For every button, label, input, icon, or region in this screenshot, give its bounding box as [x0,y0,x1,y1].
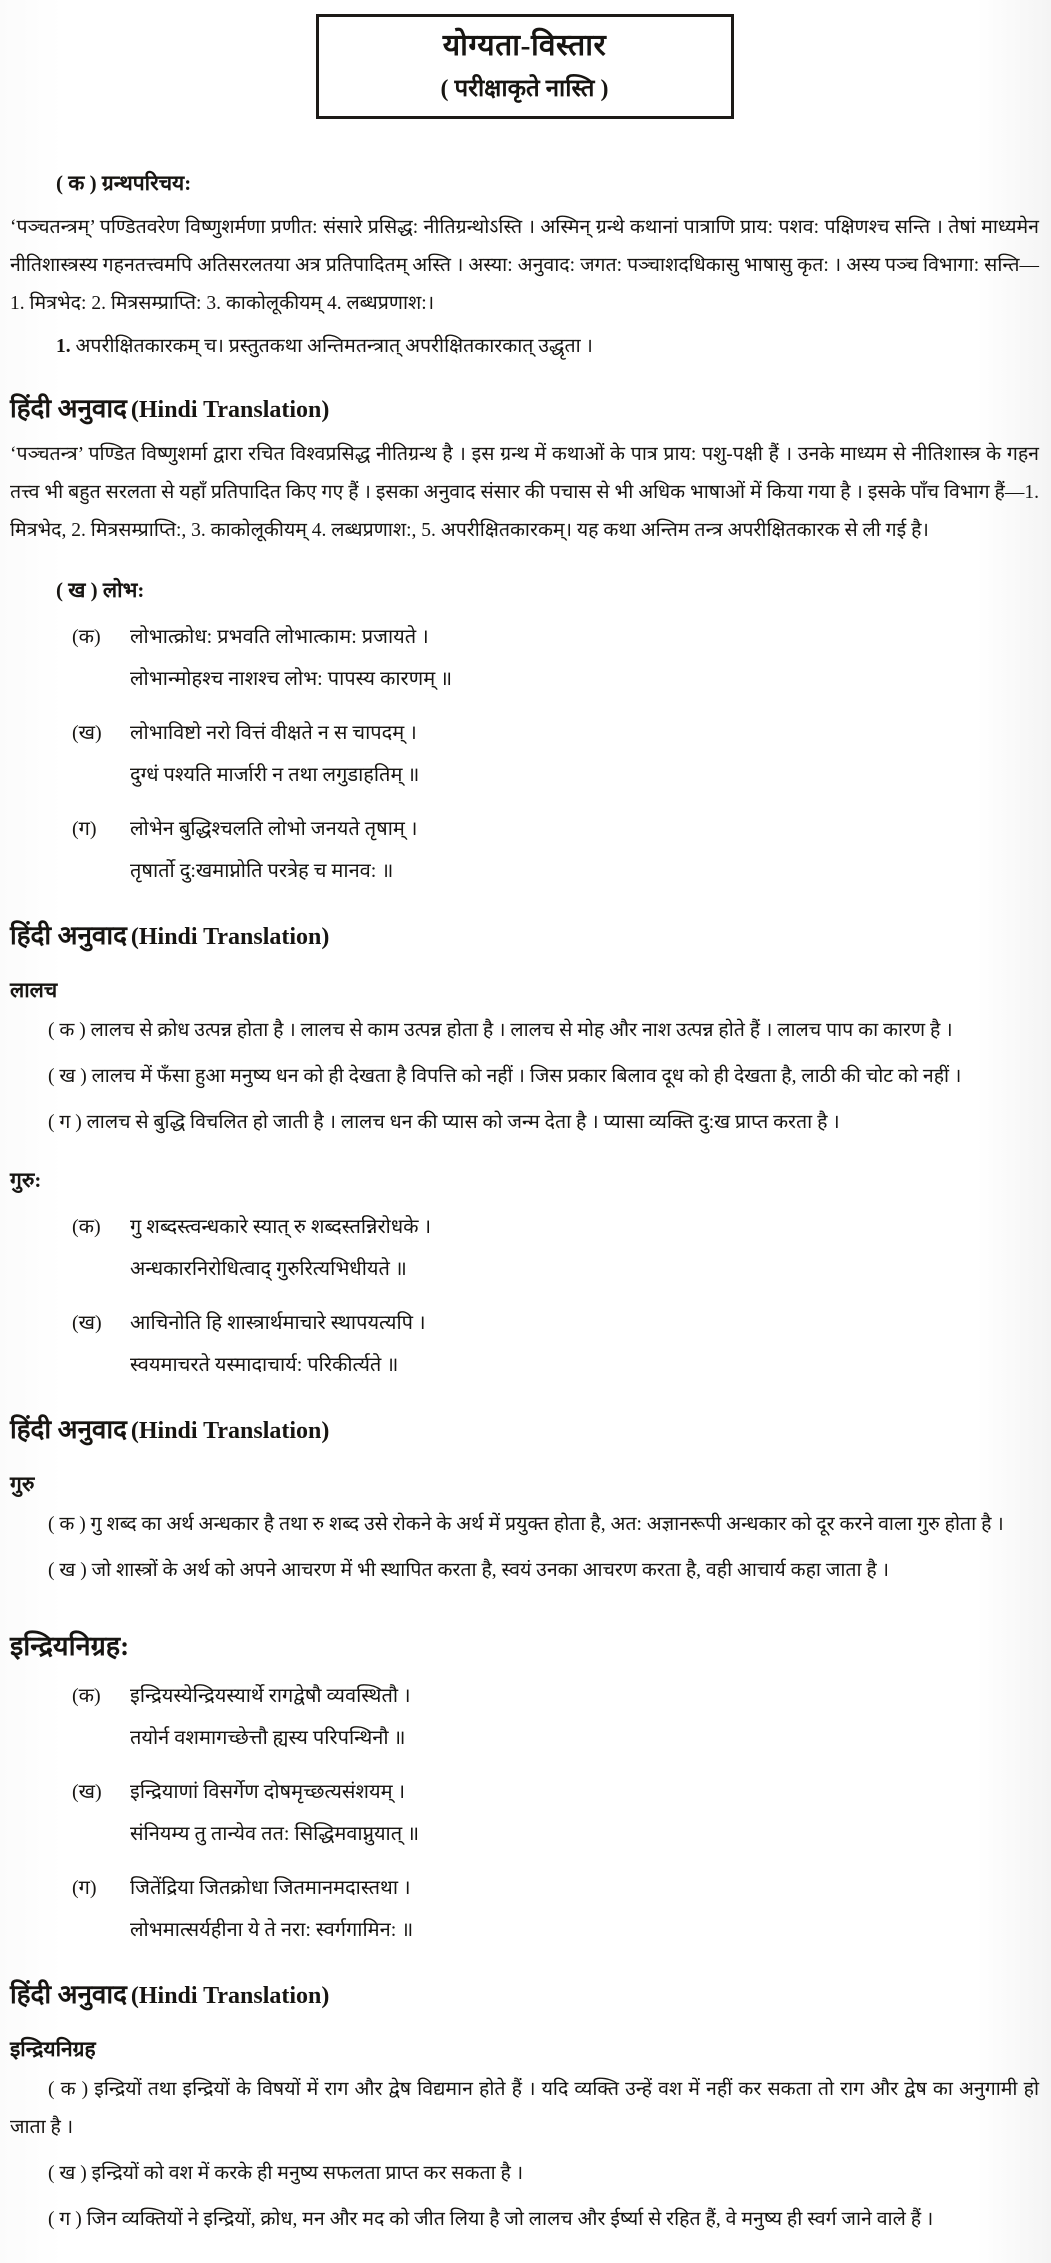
hindi-translation-label-en: (Hindi Translation) [130,924,330,951]
verse-line-2: तयोर्न वशमागच्छेत्तौ ह्यस्य परिपन्थिनौ ॥ [130,1726,406,1749]
verse-label: (ख) [72,1780,102,1803]
verse-line-2: तृषार्तो दु:खमाप्नोति परत्रेह च मानव: ॥ [130,860,394,883]
guru-para-2: ( ख ) जो शास्त्रों के अर्थ को अपने आचरण में भी स्थापित करता है, स्वयं उनका आचरण करता है, वही आचार्य कहा जाता है । [48,1559,890,1581]
verse-line-1: इन्द्रियाणां विसर्गेण दोषमृच्छत्यसंशयम् । [130,1780,406,1803]
verse-line-2: दुग्धं पश्यति मार्जारी न तथा लगुडाहतिम् ॥ [130,764,420,787]
hindi-translation-heading-1 [10,393,1039,425]
verse-lines [130,1675,411,1759]
granth-parichay-paragraph: ‘पञ्चतन्त्रम्’ पण्डितवरेण विष्णुशर्मणा प्रणीत: संसारे प्रसिद्ध: नीतिग्रन्थोऽस्ति । अस्मिन् ग्रन्थे कथानां पात्राणि प्राय: पशव: पक्षिणश्च सन्ति । तेषां माध्यमेन नीतिशास्त्रस्य गहनतत्त्वमपि अतिसरलतया अत्र प्रतिपादितम् अस्ति । अस्या: अनुवाद: जगत: पञ्चाशदधिकासु भाषासु कृत: । अस्य पञ्च विभागा: सन्ति—1. मित्रभेद: 2. मित्रसम्प्राप्ति: 3. काकोलूकीयम् 4. लब्धप्रणाश:। [10,216,1039,314]
lobh-verse-3 [72,808,1039,892]
verse-line-1: लोभाविष्टो नरो वित्तं वीक्षते न स चापदम् । [130,722,417,745]
verse-line-1: लोभात्क्रोध: प्रभवति लोभात्काम: प्रजायते । [130,626,429,649]
subheading-indriyanigrah: इन्द्रियनिग्रह [10,2036,96,2061]
verse-line-1: गु शब्दस्त्वन्धकारे स्यात् रु शब्दस्तन्निरोधके । [130,1216,432,1239]
verse-line-2: स्वयमाचरते यस्मादाचार्य: परिकीर्त्यते ॥ [130,1354,399,1377]
verse-label: (क) [72,1216,101,1239]
indriya-verse-2 [72,1771,1039,1855]
granth-parichay-translation-paragraph: ‘पञ्चतन्त्र’ पण्डित विष्णुशर्मा द्वारा रचित विश्वप्रसिद्ध नीतिग्रन्थ है । इस ग्रन्थ में कथाओं के पात्र प्राय: पशु-पक्षी हैं । उनके माध्यम से नीतिशास्त्र के गहन तत्त्व भी बहुत सरलता से यहाँ प्रतिपादित किए गए हैं । इसका अनुवाद संसार की पचास से भी अधिक भाषाओं में किया गया है । इसके पाँच विभाग हैं—1. मित्रभेद, 2. मित्रसम्प्राप्ति:, 3. काकोलूकीयम् 4. लब्धप्रणाश:, 5. अपरीक्षितकारकम्। यह कथा अन्तिम तन्त्र अपरीक्षितकारक से ली गई है। [10,444,1039,542]
guru-verse-2 [72,1302,1039,1386]
verse-label: (ग) [72,818,97,841]
verse-lines [130,616,452,700]
hindi-translation-label: हिंदी अनुवाद [10,921,127,951]
verse-lines [130,712,419,796]
chapter-title-box [316,14,734,119]
hindi-translation-label: हिंदी अनुवाद [10,1415,127,1445]
hindi-translation-label-en: (Hindi Translation) [130,396,330,423]
section-heading-indriyanigrah: इन्द्रियनिग्रह: [10,1630,130,1661]
note-number: 1. [56,335,71,357]
chapter-subtitle: ( परीक्षाकृते नास्ति ) [440,75,609,102]
indriya-para-2: ( ख ) इन्द्रियों को वश में करके ही मनुष्य सफलता प्राप्त कर सकता है । [48,2162,524,2184]
verse-lines [130,1206,431,1290]
verse-line-1: लोभेन बुद्धिश्चलति लोभो जनयते तृषाम् । [130,818,418,841]
verse-label: (क) [72,1684,101,1707]
lalach-para-1: ( क ) लालच से क्रोध उत्पन्न होता है । लालच से काम उत्पन्न होता है । लालच से मोह और नाश उत्पन्न होते हैं । लालच पाप का कारण है । [48,1020,953,1042]
subheading-guru: गुरु [10,1471,35,1496]
hindi-translation-label-en: (Hindi Translation) [130,1982,330,2009]
section-heading-lobh: ( ख ) लोभ: [56,578,145,603]
verse-label: (क) [72,626,101,649]
verse-line-1: इन्द्रियस्येन्द्रियस्यार्थे रागद्वेषौ व्यवस्थितौ । [130,1684,411,1707]
section-heading-guru: गुरु: [10,1168,42,1193]
hindi-translation-label-en: (Hindi Translation) [130,1418,330,1445]
lobh-verse-1 [72,616,1039,700]
verse-lines [130,808,417,892]
verse-line-2: संनियम्य तु तान्येव तत: सिद्धिमवाप्नुयात् ॥ [130,1822,420,1845]
note-text: अपरीक्षितकारकम् च। प्रस्तुतकथा अन्तिमतन्त्रात् अपरीक्षितकारकात् उद्धृता । [75,335,593,357]
subheading-lalach: लालच [10,978,58,1003]
hindi-translation-label: हिंदी अनुवाद [10,1979,127,2009]
guru-para-1: ( क ) गु शब्द का अर्थ अन्धकार है तथा रु शब्द उसे रोकने के अर्थ में प्रयुक्त होता है, अत: अज्ञानरूपी अन्धकार को दूर करने वाला गुरु होता है । [48,1513,1004,1535]
lalach-para-2: ( ख ) लालच में फँसा हुआ मनुष्य धन को ही देखता है विपत्ति को नहीं । जिस प्रकार बिलाव दूध को ही देखता है, लाठी की चोट को नहीं । [48,1066,962,1088]
verse-label: (ख) [72,1312,102,1335]
verse-label: (ग) [72,1876,97,1899]
lobh-verse-2 [72,712,1039,796]
verse-lines [130,1867,413,1951]
hindi-translation-heading-2 [10,920,1039,952]
hindi-translation-label: हिंदी अनुवाद [10,393,127,423]
verse-lines [130,1302,426,1386]
indriya-para-1: ( क ) इन्द्रियों तथा इन्द्रियों के विषयों में राग और द्वेष विद्यमान होते हैं । यदि व्यक्ति उन्हें वश में नहीं कर सकता तो राग और द्वेष का अनुगामी हो जाता है । [10,2078,1039,2138]
verse-line-2: लोभमात्सर्यहीना ये ते नरा: स्वर्गगामिन: ॥ [130,1918,414,1941]
granth-parichay-note [56,329,1039,365]
indriya-verse-3 [72,1867,1039,1951]
verse-line-2: लोभान्मोहश्च नाशश्च लोभ: पापस्य कारणम् ॥ [130,668,453,691]
verse-line-2: अन्धकारनिरोधित्वाद् गुरुरित्यभिधीयते ॥ [130,1258,407,1281]
guru-verse-1 [72,1206,1039,1290]
chapter-title: योग्यता-विस्तार [442,29,607,62]
verse-lines [130,1771,419,1855]
verse-line-1: आचिनोति हि शास्त्रार्थमाचारे स्थापयत्यपि । [130,1312,426,1335]
verse-line-1: जितेंद्रिया जितक्रोधा जितमानमदास्तथा । [130,1876,411,1899]
indriya-verse-1 [72,1675,1039,1759]
indriya-para-3: ( ग ) जिन व्यक्तियों ने इन्द्रियों, क्रोध, मन और मद को जीत लिया है जो लालच और ईर्ष्या से रहित हैं, वे मनुष्य ही स्वर्ग जाने वाले हैं । [48,2208,934,2230]
section-heading-granth-parichay: ( क ) ग्रन्थपरिचय: [56,170,192,195]
lalach-para-3: ( ग ) लालच से बुद्धि विचलित हो जाती है । लालच धन की प्यास को जन्म देता है । प्यासा व्यक्ति दु:ख प्राप्त करता है । [48,1112,840,1134]
verse-label: (ख) [72,722,102,745]
hindi-translation-heading-4 [10,1979,1039,2011]
hindi-translation-heading-3 [10,1414,1039,1446]
